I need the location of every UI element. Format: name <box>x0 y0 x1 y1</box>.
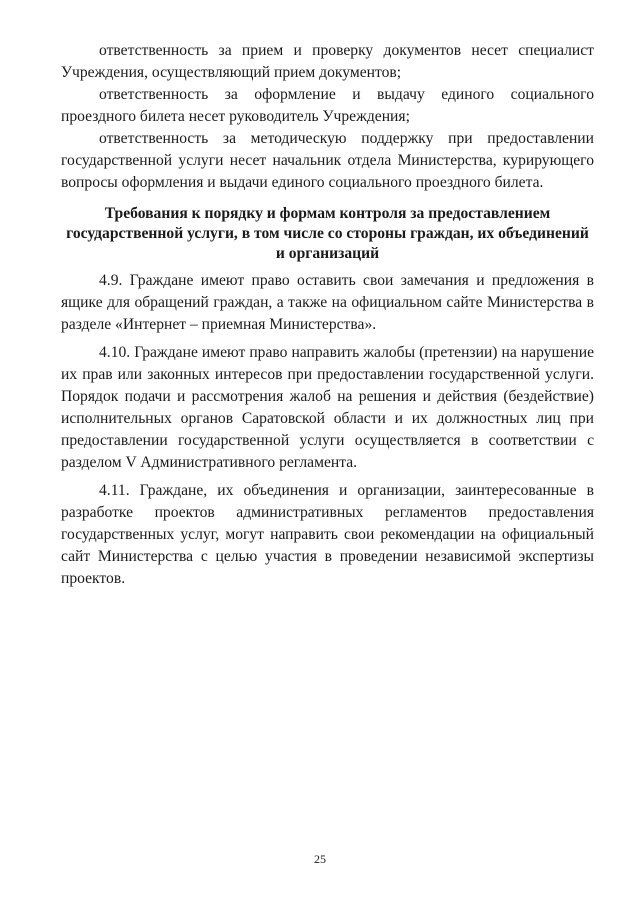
paragraph-4-11: 4.11. Граждане, их объединения и организации, заинтересованные в разработке проектов административных регламентов предоставления государственных услуг, могут направить свои рекомендации на официальный сайт Министерства с целью участия в проведении независимой экспертизы проектов. <box>61 482 594 587</box>
paragraph-responsibility-issuance: ответственность за оформление и выдачу единого социального проездного билета несет руководитель Учреждения; <box>61 86 594 125</box>
paragraph-responsibility-methodical-support: ответственность за методическую поддержку при предоставлении государственной услуги несет начальник отдела Министерства, курирующего вопросы оформления и выдачи единого социального проездного билета. <box>61 130 594 191</box>
paragraph-responsibility-reception: ответственность за прием и проверку документов несет специалист Учреждения, осуществляющий прием документов; <box>61 42 594 81</box>
page-number: 25 <box>314 852 326 866</box>
paragraph-4-10: 4.10. Граждане имеют право направить жалобы (претензии) на нарушение их прав или законных интересов при предоставлении государственной услуги. Порядок подачи и рассмотрения жалоб на решения и действия (бездействие) исполнительных органов Саратовской области и их должностных лиц при предоставлении государственной услуги осуществляется в соответствии с разделом V Административного регламента. <box>61 344 594 471</box>
document-body <box>61 40 594 590</box>
section-heading: Требования к порядку и формам контроля за предоставлением государственной услуги, в том числе со стороны граждан, их объединений и организаций <box>66 205 589 262</box>
paragraph-4-9: 4.9. Граждане имеют право оставить свои замечания и предложения в ящике для обращений граждан, а также на официальном сайте Министерства в разделе «Интернет – приемная Министерства». <box>61 272 594 333</box>
